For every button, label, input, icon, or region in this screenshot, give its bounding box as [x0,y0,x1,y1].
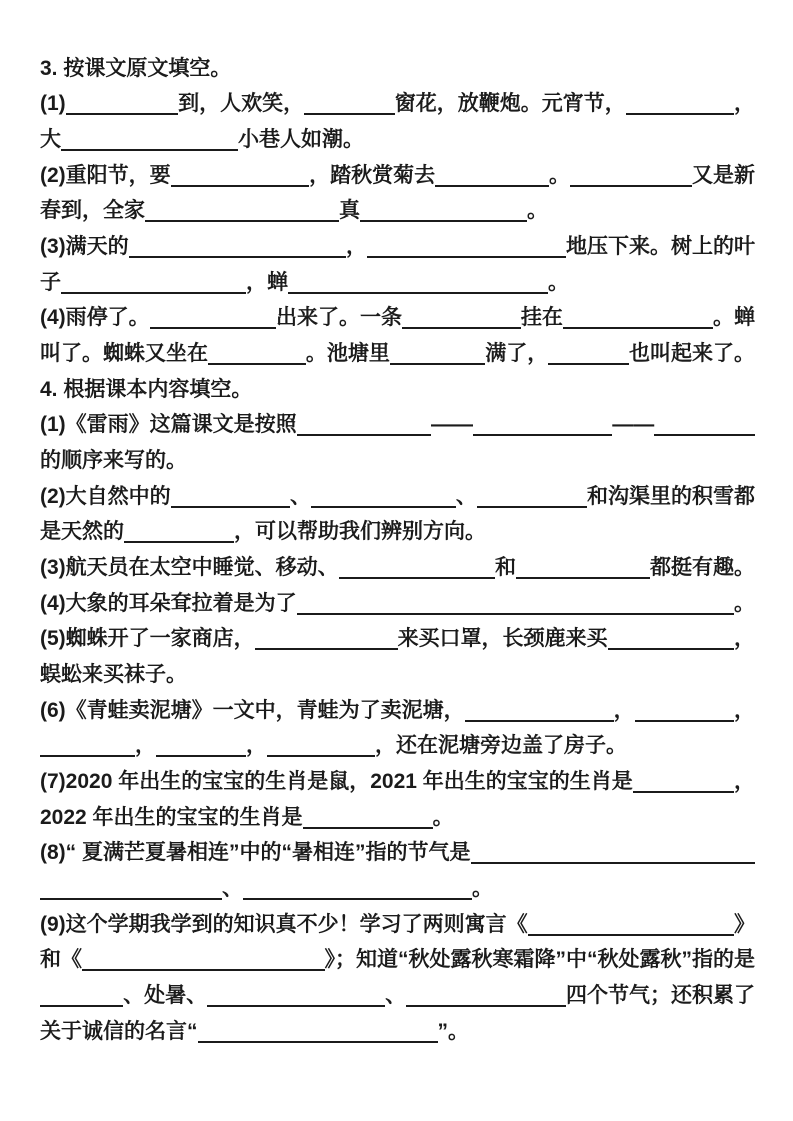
q3-1-line2 [40,120,755,156]
fill-in-blank [528,934,734,936]
fill-in-blank [548,363,629,365]
fill-in-blank [150,327,276,329]
fill-in-blank [288,292,548,294]
text-run: 。 [548,163,570,187]
fill-in-blank [61,292,246,294]
fill-in-blank [339,577,495,579]
text-run: 地压下来。树上的叶 [566,235,755,259]
q3-4-line2 [40,334,755,370]
q3-3-line1 [40,227,755,263]
text-run: 。 [527,199,548,223]
text-run: —— [612,413,655,437]
fill-in-blank [207,1005,385,1007]
fill-in-blank [654,434,755,436]
fill-in-blank [297,434,431,436]
q3-1-line1 [40,85,755,121]
q4-1-line2 [40,441,755,477]
fill-in-blank [40,898,222,900]
fill-in-blank [570,185,692,187]
heading-text: 4. 根据课本内容填空。 [40,377,253,401]
fill-in-blank [243,898,472,900]
heading-text: 3. 按课文原文填空。 [40,56,232,80]
text-run: 。 [548,270,569,294]
fill-in-blank [473,434,612,436]
text-run: 真 [339,199,360,223]
q4-2-line2 [40,513,755,549]
text-run: 出来了。一条 [276,306,403,330]
text-run: 满了， [485,342,549,366]
fill-in-blank [516,577,650,579]
text-run: ， [345,235,367,259]
text-run: 到，人欢笑， [178,92,305,116]
fill-in-blank [471,862,756,864]
q4-7-line1 [40,762,755,798]
text-run: (5)蜘蛛开了一家商店， [40,627,255,651]
q4-9-line1 [40,905,755,941]
fill-in-blank [477,506,587,508]
q4-5-line2 [40,655,755,691]
q4-5-line1 [40,620,755,656]
fill-in-blank [304,113,395,115]
text-run: 和《 [40,948,82,972]
text-run: ， [734,698,755,722]
text-run: ，可以帮助我们辨别方向。 [234,520,486,544]
fill-in-blank [208,363,306,365]
q4-1-line1 [40,406,755,442]
fill-in-blank [66,113,178,115]
fill-in-blank [303,827,433,829]
text-run: ，踏秋赏菊去 [309,163,436,187]
text-run: 子 [40,270,61,294]
text-run: 叫了。蜘蛛又坐在 [40,342,208,366]
text-run: 挂在 [520,306,563,330]
text-run: 、 [455,484,477,508]
fill-in-blank [156,755,246,757]
fill-in-blank [40,1005,123,1007]
fill-in-blank [297,613,734,615]
text-run: 。池塘里 [305,342,390,366]
fill-in-blank [608,648,734,650]
q3-3-line2 [40,263,755,299]
text-run: 蜈蚣来买袜子。 [40,663,187,687]
q4-2-line1 [40,477,755,513]
fill-in-blank [367,256,566,258]
text-run: (2)大自然中的 [40,484,171,508]
fill-in-blank [465,720,614,722]
fill-in-blank [635,720,734,722]
text-run: (4)雨停了。 [40,306,150,330]
text-run: 。蝉 [713,306,755,330]
text-run: ”。 [437,1019,469,1043]
text-run: ， [734,92,755,116]
q4-7-line2 [40,798,755,834]
text-run: (2)重阳节，要 [40,163,171,187]
fill-in-blank [171,506,290,508]
text-run: ， [135,734,156,758]
text-run: 和 [495,556,516,580]
text-run: 小巷人如潮。 [238,128,364,152]
fill-in-blank [267,755,375,757]
text-run: (3)航天员在太空中睡觉、移动、 [40,556,339,580]
section-3-heading [40,49,755,85]
fill-in-blank [626,113,734,115]
text-run: 、 [222,877,243,901]
text-run: ，还在泥塘旁边盖了房子。 [375,734,627,758]
fill-in-blank [198,1041,438,1043]
text-run: 、处暑、 [123,984,208,1008]
q4-8-line2 [40,869,755,905]
text-run: 》；知道“秋处露秋寒霜降”中“秋处露秋”指的是 [324,948,755,972]
text-run: ， [246,734,267,758]
text-run: 大 [40,128,61,152]
fill-in-blank [129,256,346,258]
text-run: 和沟渠里的积雪都 [587,484,755,508]
fill-in-blank [311,506,456,508]
text-run: 、 [290,484,312,508]
text-run: 又是新 [692,163,755,187]
text-run: 的顺序来写的。 [40,449,187,473]
fill-in-blank [435,185,549,187]
text-run: 来买口罩，长颈鹿来买 [397,627,608,651]
fill-in-blank [255,648,398,650]
fill-in-blank [124,541,234,543]
text-run: 、 [385,984,407,1008]
text-run: ， [734,627,755,651]
fill-in-blank [171,185,309,187]
text-run: 是天然的 [40,520,124,544]
text-run: (9)这个学期我学到的知识真不少！学习了两则寓言《 [40,912,528,936]
text-run: (3)满天的 [40,235,129,259]
fill-in-blank [406,1005,566,1007]
fill-in-blank [390,363,485,365]
section-4-heading [40,370,755,406]
text-run: 关于诚信的名言“ [40,1019,198,1043]
text-run: 。 [472,877,493,901]
fill-in-blank [633,791,734,793]
q4-6-line1 [40,691,755,727]
fill-in-blank [82,969,325,971]
q3-2-line2 [40,192,755,228]
q4-9-line2 [40,941,755,977]
text-run: (6)《青蛙卖泥塘》一文中，青蛙为了卖泥塘， [40,698,465,722]
text-run: 春到，全家 [40,199,145,223]
fill-in-blank [40,755,135,757]
text-run: ，蝉 [246,270,288,294]
text-run: (7)2020 年出生的宝宝的生肖是鼠，2021 年出生的宝宝的生肖是 [40,770,633,794]
q4-9-line3 [40,976,755,1012]
text-run: 》 [734,912,755,936]
fill-in-blank [402,327,521,329]
text-run: 2022 年出生的宝宝的生肖是 [40,805,303,829]
text-run: (8)“ 夏满芒夏暑相连”中的“暑相连”指的节气是 [40,841,471,865]
q4-4 [40,584,755,620]
text-run: ， [734,770,755,794]
fill-in-blank [61,149,238,151]
text-run: 也叫起来了。 [629,342,755,366]
text-run: 都挺有趣。 [650,556,755,580]
text-run: 窗花，放鞭炮。元宵节， [394,92,626,116]
q3-4-line1 [40,299,755,335]
text-run: (1) [40,92,66,116]
text-run: —— [431,413,474,437]
q3-2-line1 [40,156,755,192]
text-run: (4)大象的耳朵耷拉着是为了 [40,591,297,615]
q4-3 [40,548,755,584]
fill-in-blank [360,220,527,222]
q4-9-line4 [40,1012,755,1048]
q4-6-line2 [40,727,755,763]
text-run: 。 [734,591,755,615]
text-run: 。 [432,805,454,829]
text-run: (1)《雷雨》这篇课文是按照 [40,413,297,437]
text-run: ， [613,698,635,722]
text-run: 四个节气；还积累了 [566,984,756,1008]
fill-in-blank [145,220,339,222]
q4-8-line1 [40,834,755,870]
fill-in-blank [563,327,713,329]
